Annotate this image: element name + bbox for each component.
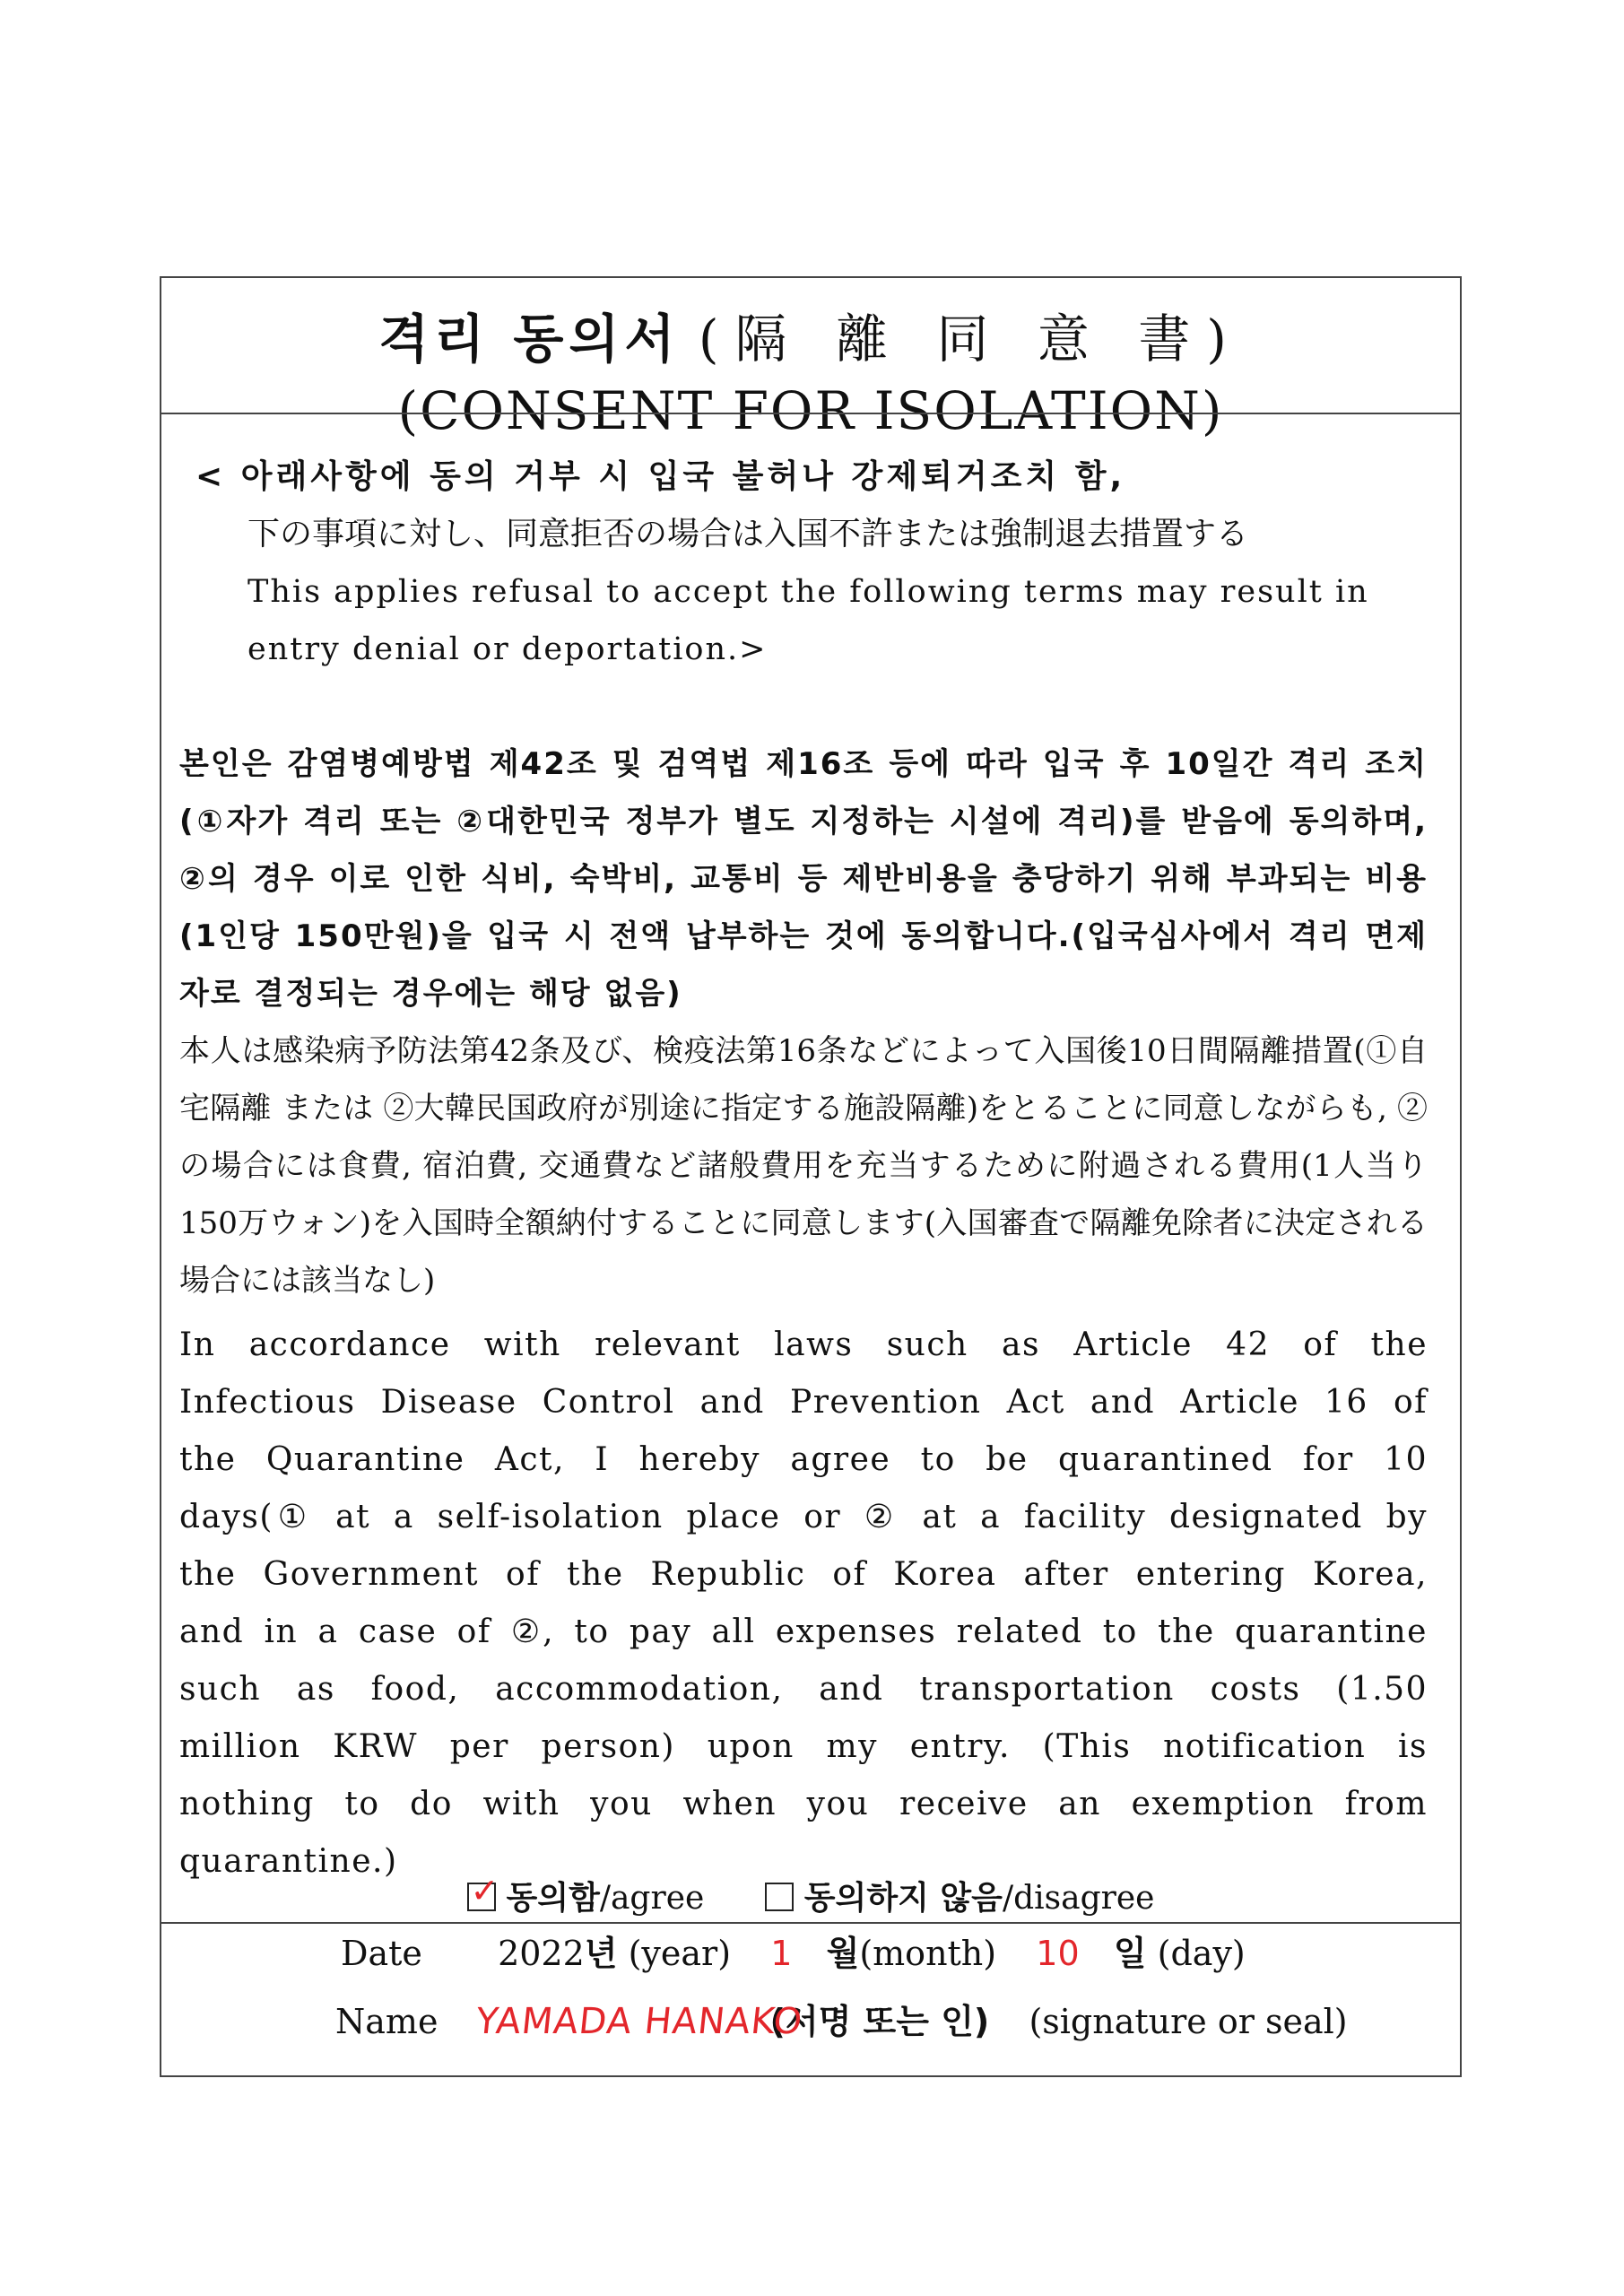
date-day-english: (day) <box>1157 1934 1246 1973</box>
agree-label-english: /agree <box>599 1880 705 1917</box>
agree-label-korean: 동의함 <box>506 1880 600 1917</box>
consent-text-english: In accordance with relevant laws such as Article 42 of the Infectious Disease Control and Prevention Act and Article 16 of the Quarantine Act, I hereby agree to be quarantined for 10 days(① at a self-isolation place or ② at a facility designated by the Government of the Republic of Korea after entering Korea, and in a case of ②, to pay all expenses related to the quarantine such as food, accommodation, and transportation costs (1.50 million KRW per person) upon my entry. (This notification is nothing to do with you when you receive an exemption from quarantine.) <box>179 1326 1428 1880</box>
date-day-value[interactable]: 10 <box>1036 1934 1080 1973</box>
consent-text-japanese: 本人は感染病予防法第42条及び、検疫法第16条などによって入国後10日間隔離措置(①自宅隔離 または ②大韓民国政府が別途に指定する施設隔離)をとることに同意しながらも, ②の場合には食費, 宿泊費, 交通費など諸般費用を充当するために附過される費用(1人当り150万ウォン)を入国時全額納付することに同意します(入国審査で隔離免除者に決定される場合には該当なし) <box>179 1033 1428 1299</box>
notice-korean: < 아래사항에 동의 거부 시 입국 불허나 강제퇴거조치 함, <box>195 458 1126 495</box>
date-day-korean: 일 <box>1113 1934 1147 1973</box>
notice-english-line1: This applies refusal to accept the following terms may result in <box>248 574 1369 610</box>
sign-label-english: (signature or seal) <box>1029 2002 1348 2041</box>
agree-checkbox[interactable] <box>467 1871 499 1911</box>
title-divider <box>161 413 1460 414</box>
date-year-english: (year) <box>628 1934 732 1973</box>
check-mark-icon: ✓ <box>470 1871 499 1910</box>
title-line-korean <box>161 303 1460 375</box>
disagree-label-english: /disagree <box>1002 1880 1155 1917</box>
notice-english-line2: entry denial or deportation.> <box>248 631 768 667</box>
disagree-label-korean: 동의하지 않음 <box>803 1880 1003 1917</box>
form-title <box>161 303 1460 447</box>
date-label: Date <box>341 1934 422 1973</box>
date-month-value[interactable]: 1 <box>770 1934 793 1973</box>
title-hanja: (隔 離 同 意 書) <box>698 309 1243 370</box>
consent-choices <box>161 1871 1460 1919</box>
disagree-checkbox[interactable] <box>765 1883 794 1911</box>
signature-divider <box>161 1922 1460 1924</box>
date-month-english: (month) <box>859 1934 997 1973</box>
notice-japanese: 下の事項に対し、同意拒否の場合は入国不許または強制退去措置する <box>248 516 1249 552</box>
sign-label-korean: (서명 또는 인) <box>769 2002 990 2041</box>
date-month-korean: 월 <box>826 1934 860 1973</box>
consent-text-korean: 본인은 감염병예방법 제42조 및 검역법 제16조 등에 따라 입국 후 10일간 격리 조치(①자가 격리 또는 ②대한민국 정부가 별도 지정하는 시설에 격리)를 받음에 동의하며, ②의 경우 이로 인한 식비, 숙박비, 교통비 등 제반비용을 충당하기 위해 부과되는 비용(1인당 150만원)을 입국 시 전액 납부하는 것에 동의합니다.(입국심사에서 격리 면제자로 결정되는 경우에는 해당 없음) <box>179 746 1428 1012</box>
title-english: (CONSENT FOR ISOLATION) <box>397 380 1224 441</box>
date-row <box>341 1926 1417 1980</box>
consent-form <box>160 276 1462 2077</box>
disagree-option[interactable] <box>765 1876 1155 1921</box>
title-korean: 격리 동의서 <box>378 309 681 370</box>
agree-option[interactable] <box>467 1871 705 1921</box>
name-label: Name <box>335 2002 439 2041</box>
handwritten-signature[interactable]: YAMADA HANAKO <box>473 2001 804 2042</box>
name-row <box>335 1995 1447 2048</box>
refusal-notice <box>195 448 1433 678</box>
date-year-value[interactable]: 2022 <box>498 1934 585 1973</box>
date-year-korean: 년 <box>584 1934 618 1973</box>
